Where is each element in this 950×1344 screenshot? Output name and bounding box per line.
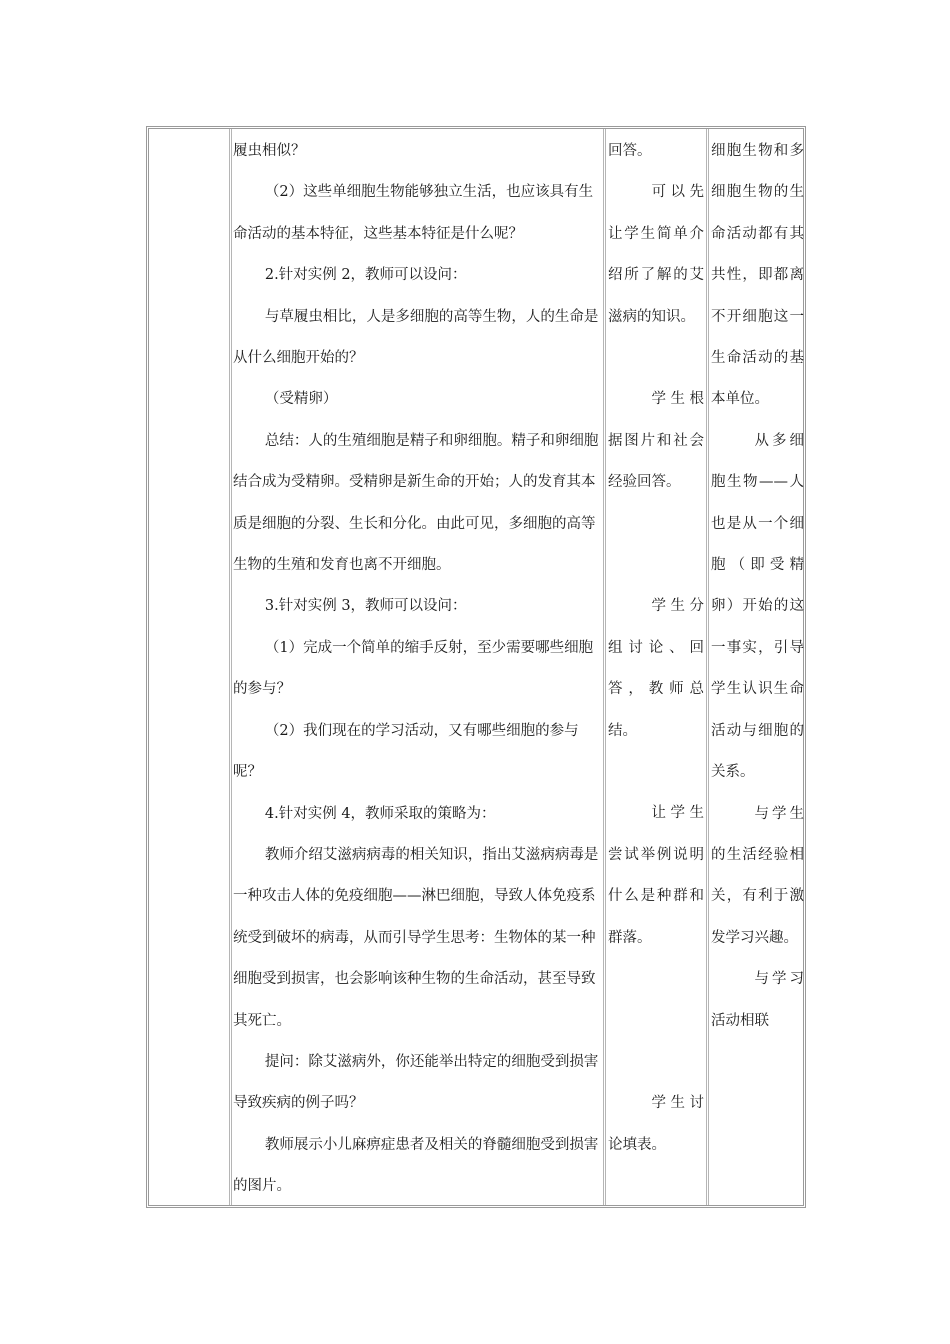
design-intent-column (711, 131, 804, 1042)
lesson-plan-table (146, 126, 806, 1208)
paragraph: 让学生尝试举例说明什么是种群和群落。 (608, 805, 704, 946)
paragraph: 3.针对实例 3，教师可以设问： (264, 598, 467, 615)
column-divider (229, 129, 232, 1205)
paragraph: （1）完成一个简单的缩手反射，至少需要哪些细胞的参与？ (233, 639, 594, 698)
paragraph: （受精卵） (264, 391, 338, 408)
paragraph: 学生讨论填表。 (608, 1095, 704, 1153)
student-activity-column (608, 131, 704, 1166)
paragraph: 与草履虫相比，人是多细胞的高等生物，人的生命是从什么细胞开始的？ (233, 308, 599, 367)
paragraph: 学生根据图片和社会经验回答。 (608, 391, 704, 491)
paragraph: 学生分组讨论、回答，教师总结。 (608, 598, 704, 739)
paragraph: 与学生的生活经验相关，有利于激发学习兴趣。 (711, 805, 804, 946)
paragraph: 履虫相似？ (233, 143, 306, 159)
paragraph: 总结：人的生殖细胞是精子和卵细胞。精子和卵细胞结合成为受精卵。受精卵是新生命的开始；人的发育其本质是细胞的分裂、生长和分化。由此可见，多细胞的高等生物的生殖和发育也离不开细胞。 (233, 432, 599, 574)
column-divider (706, 129, 709, 1205)
paragraph: 回答。 (608, 143, 652, 159)
paragraph: 细胞生物和多细胞生物的生命活动都有其共性，即都离不开细胞这一生命活动的基本单位。 (711, 143, 804, 408)
paragraph: 教师展示小儿麻痹症患者及相关的脊髓细胞受到损害的图片。 (233, 1136, 599, 1195)
teacher-activity-column (233, 131, 603, 1208)
paragraph: （2）这些单细胞生物能够独立生活，也应该具有生命活动的基本特征，这些基本特征是什么呢？ (233, 184, 594, 242)
paragraph: 与学习活动相联 (711, 971, 804, 1029)
paragraph: 2.针对实例 2，教师可以设问： (264, 267, 467, 284)
paragraph: （2）我们现在的学习活动，又有哪些细胞的参与呢？ (233, 722, 579, 781)
paragraph: 教师介绍艾滋病病毒的相关知识，指出艾滋病病毒是一种攻击人体的免疫细胞——淋巴细胞，导致人体免疫系统受到破坏的病毒，从而引导学生思考：生物体的某一种细胞受到损害，也会影响该种生物的生命活动，甚至导致其死亡。 (233, 846, 599, 1029)
column-divider (603, 129, 606, 1205)
paragraph: 4.针对实例 4，教师采取的策略为： (264, 805, 496, 822)
paragraph: 从多细胞生物——人也是从一个细胞（即受精卵）开始的这一事实，引导学生认识生命活动与细胞的关系。 (711, 432, 804, 781)
paragraph: 提问：除艾滋病外，你还能举出特定的细胞受到损害导致疾病的例子吗？ (233, 1053, 599, 1112)
paragraph: 可以先让学生简单介绍所了解的艾滋病的知识。 (608, 184, 704, 325)
